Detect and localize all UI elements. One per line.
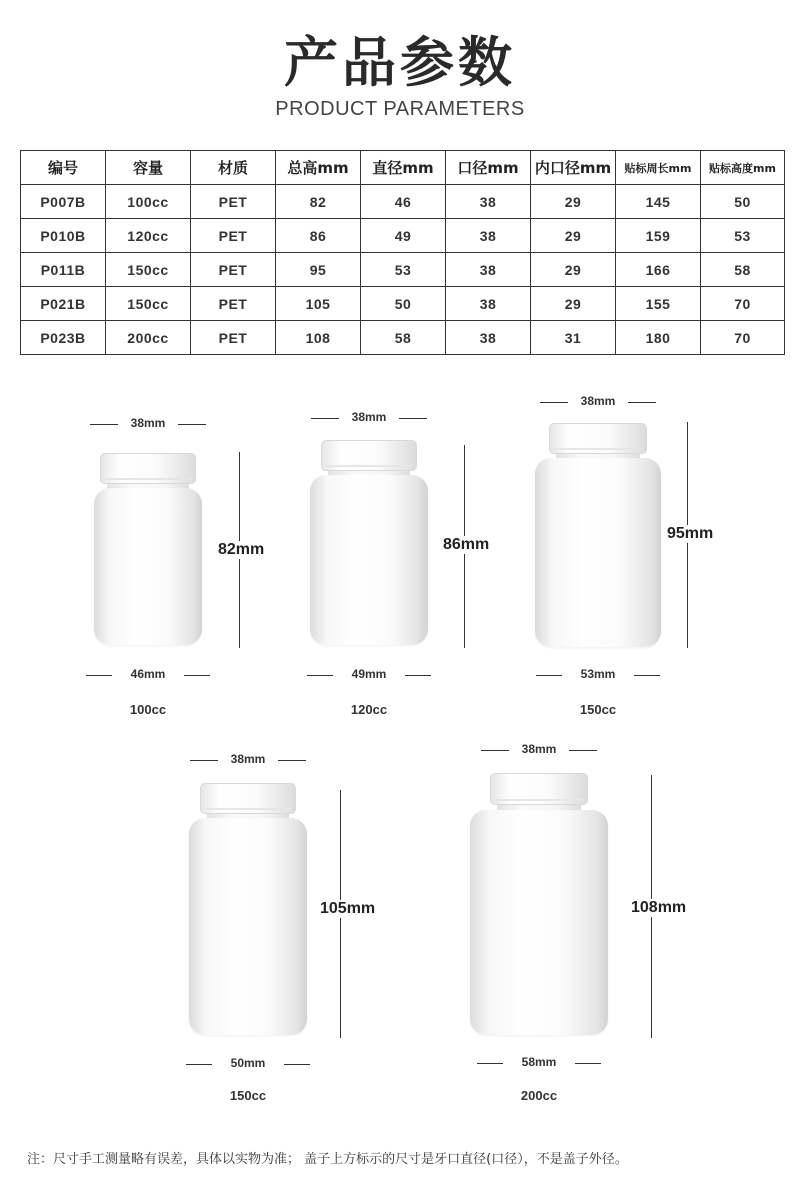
table-cell: 58 (361, 321, 446, 355)
mouth-dimension-line (90, 424, 118, 425)
diameter-dimension-line (405, 675, 431, 676)
diameter-dimension-line (86, 675, 112, 676)
height-dimension-label: 105mm (320, 900, 376, 917)
height-dimension-label: 82mm (218, 541, 265, 558)
mouth-dimension-line (311, 418, 339, 419)
table-cell: 29 (531, 287, 616, 321)
table-cell: P007B (21, 185, 106, 219)
table-cell: 108 (276, 321, 361, 355)
table-cell: P010B (21, 219, 106, 253)
table-cell: 200cc (106, 321, 191, 355)
diameter-dimension-line (284, 1064, 310, 1065)
bottle-body (535, 458, 661, 647)
table-cell: 29 (531, 219, 616, 253)
diameter-dimension-line (307, 675, 333, 676)
table-cell: PET (191, 253, 276, 287)
table-cell: 31 (531, 321, 616, 355)
mouth-dimension-line (399, 418, 427, 419)
table-cell: 155 (616, 287, 701, 321)
mouth-dimension-line (628, 402, 656, 403)
table-cell: 50 (701, 185, 785, 219)
bottle-cap (549, 423, 647, 454)
diameter-dimension-line (477, 1063, 503, 1064)
table-cell: P011B (21, 253, 106, 287)
table-cell: 150cc (106, 253, 191, 287)
table-cell: 50 (361, 287, 446, 321)
bottle-body (470, 810, 608, 1035)
parameter-table (20, 150, 785, 355)
table-cell: 100cc (106, 185, 191, 219)
table-row (21, 185, 785, 219)
header-cell: 材质 (191, 151, 276, 185)
table-cell: P023B (21, 321, 106, 355)
mouth-dimension-line (540, 402, 568, 403)
height-dimension-label: 95mm (667, 525, 714, 542)
header-cell: 贴标周长mm (616, 151, 701, 185)
diameter-dimension-label: 46mm (130, 667, 166, 681)
table-cell: 53 (361, 253, 446, 287)
diameter-dimension-line (634, 675, 660, 676)
header-cell: 总高mm (276, 151, 361, 185)
bottle-cap (100, 453, 196, 484)
table-cell: 49 (361, 219, 446, 253)
table-cell: 120cc (106, 219, 191, 253)
capacity-label: 100cc (129, 702, 167, 717)
table-row (21, 321, 785, 355)
capacity-label: 150cc (229, 1088, 267, 1103)
table-cell: 180 (616, 321, 701, 355)
header-cell: 直径mm (361, 151, 446, 185)
mouth-dimension-line (481, 750, 509, 751)
capacity-label: 120cc (350, 702, 388, 717)
page-title: 产品参数 (284, 31, 516, 94)
diameter-dimension-line (186, 1064, 212, 1065)
mouth-dimension-line (190, 760, 218, 761)
table-row (21, 253, 785, 287)
table-cell: 82 (276, 185, 361, 219)
mouth-dimension-label: 38mm (580, 394, 616, 408)
diameter-dimension-line (575, 1063, 601, 1064)
table-cell: PET (191, 185, 276, 219)
mouth-dimension-line (569, 750, 597, 751)
table-cell: PET (191, 287, 276, 321)
table-row (21, 219, 785, 253)
page-subtitle: PRODUCT PARAMETERS (275, 98, 525, 120)
header-cell: 编号 (21, 151, 106, 185)
table-cell: PET (191, 321, 276, 355)
table-cell: 38 (446, 185, 531, 219)
diameter-dimension-label: 58mm (521, 1055, 557, 1069)
footnote: 注：尺寸手工测量略有误差，具体以实物为准； 盖子上方标示的尺寸是牙口直径(口径），不是盖子外径。 (27, 1152, 628, 1167)
bottle-cap (200, 783, 296, 814)
mouth-dimension-line (278, 760, 306, 761)
diameter-dimension-label: 50mm (230, 1056, 266, 1070)
mouth-dimension-label: 38mm (230, 752, 266, 766)
bottle-cap (490, 773, 588, 805)
table-cell: 38 (446, 321, 531, 355)
table-cell: 105 (276, 287, 361, 321)
capacity-label: 150cc (579, 702, 617, 717)
table-cell: 46 (361, 185, 446, 219)
diameter-dimension-line (184, 675, 210, 676)
table-cell: PET (191, 219, 276, 253)
table-cell: 29 (531, 253, 616, 287)
bottle-body (310, 475, 428, 645)
table-cell: 38 (446, 287, 531, 321)
header-cell: 内口径mm (531, 151, 616, 185)
bottle-body (94, 488, 202, 645)
height-dimension-label: 86mm (443, 536, 490, 553)
table-row (21, 287, 785, 321)
table-cell: P021B (21, 287, 106, 321)
mouth-dimension-label: 38mm (521, 742, 557, 756)
diameter-dimension-line (536, 675, 562, 676)
table-cell: 145 (616, 185, 701, 219)
table-cell: 58 (701, 253, 785, 287)
table-cell: 38 (446, 253, 531, 287)
diameter-dimension-label: 53mm (580, 667, 616, 681)
bottle-body (189, 818, 307, 1035)
header-cell: 贴标高度mm (701, 151, 785, 185)
table-header-row (21, 151, 785, 185)
mouth-dimension-label: 38mm (351, 410, 387, 424)
mouth-dimension-label: 38mm (130, 416, 166, 430)
table-cell: 166 (616, 253, 701, 287)
table-cell: 150cc (106, 287, 191, 321)
table-cell: 70 (701, 321, 785, 355)
capacity-label: 200cc (520, 1088, 558, 1103)
table-cell: 95 (276, 253, 361, 287)
table-cell: 159 (616, 219, 701, 253)
table-cell: 53 (701, 219, 785, 253)
table-cell: 38 (446, 219, 531, 253)
mouth-dimension-line (178, 424, 206, 425)
table-cell: 86 (276, 219, 361, 253)
diameter-dimension-label: 49mm (351, 667, 387, 681)
header-cell: 口径mm (446, 151, 531, 185)
height-dimension-label: 108mm (631, 899, 687, 916)
table-cell: 29 (531, 185, 616, 219)
bottle-cap (321, 440, 417, 471)
table-cell: 70 (701, 287, 785, 321)
header-cell: 容量 (106, 151, 191, 185)
